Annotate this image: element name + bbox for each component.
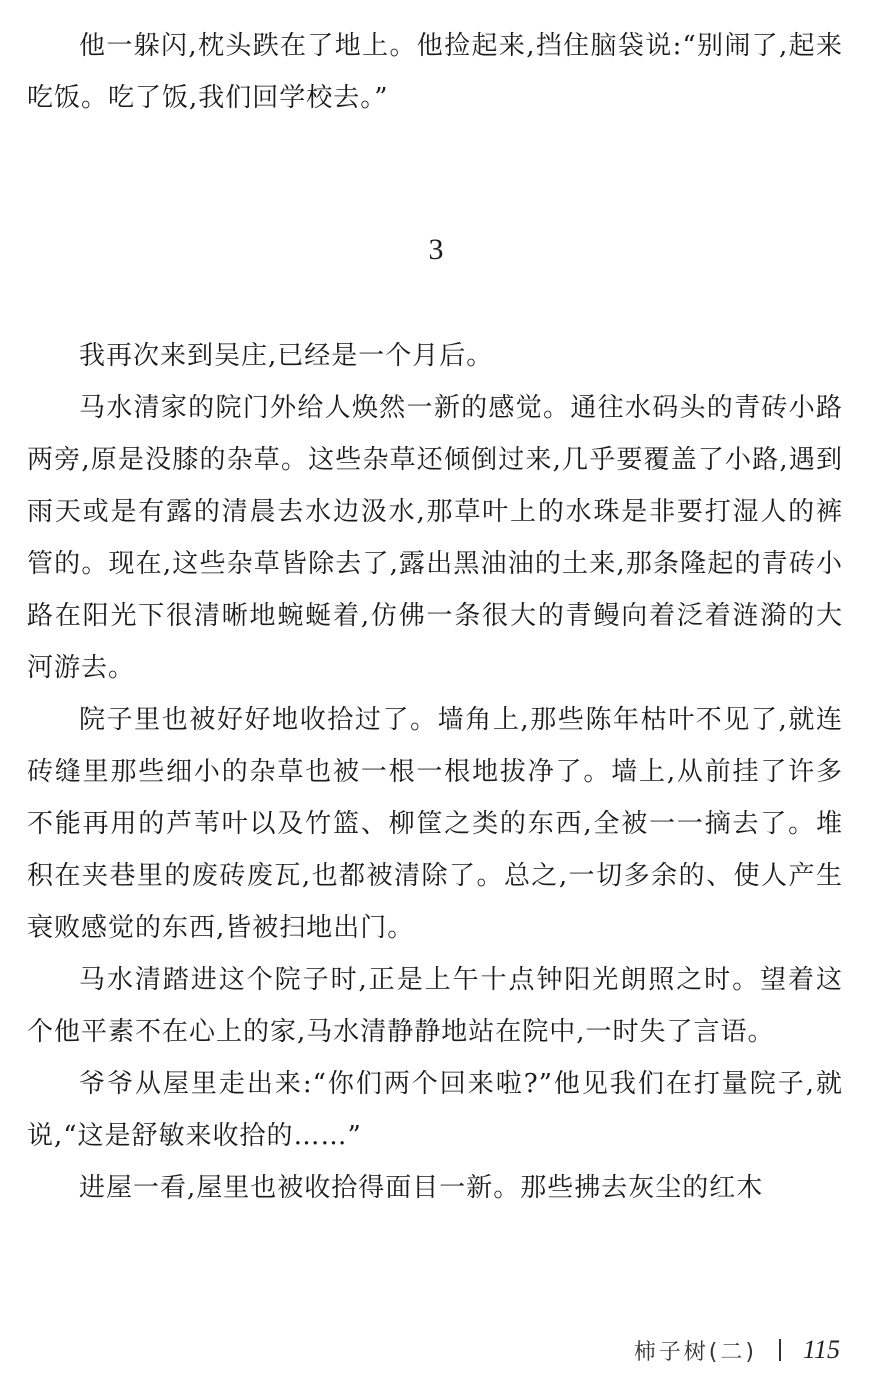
paragraph: 他一躲闪,枕头跌在了地上。他捡起来,挡住脑袋说:“别闹了,起来吃饭。吃了饭,我们回学校去。” (27, 31, 843, 113)
paragraph: 我再次来到吴庄,已经是一个月后。 (79, 341, 494, 371)
running-title: 柿子树(二) (633, 1339, 757, 1365)
top-text-block (27, 20, 843, 124)
page-number: 115 (802, 1335, 840, 1364)
paragraph: 马水清家的院门外给人焕然一新的感觉。通往水码头的青砖小路两旁,原是没膝的杂草。这些杂草还倾倒过来,几乎要覆盖了小路,遇到雨天或是有露的清晨去水边汲水,那草叶上的水珠是非要打湿人的裤管的。现在,这些杂草皆除去了,露出黑油油的土来,那条隆起的青砖小路在阳光下很清晰地蜿蜒着,仿佛一条很大的青鳗向着泛着涟漪的大河游去。 (27, 393, 843, 683)
paragraph: 进屋一看,屋里也被收拾得面目一新。那些拂去灰尘的红木 (79, 1173, 764, 1203)
main-text-block (27, 330, 843, 1214)
footer-divider (779, 1339, 781, 1361)
paragraph: 爷爷从屋里走出来:“你们两个回来啦?”他见我们在打量院子,就说,“这是舒敏来收拾的……” (27, 1069, 843, 1151)
section-number: 3 (428, 233, 444, 266)
paragraph: 马水清踏进这个院子时,正是上午十点钟阳光朗照之时。望着这个他平素不在心上的家,马水清静静地站在院中,一时失了言语。 (27, 965, 843, 1047)
paragraph: 院子里也被好好地收拾过了。墙角上,那些陈年枯叶不见了,就连砖缝里那些细小的杂草也被一根一根地拔净了。墙上,从前挂了许多不能再用的芦苇叶以及竹篮、柳筐之类的东西,全被一一摘去了。堆积在夹巷里的废砖废瓦,也都被清除了。总之,一切多余的、使人产生衰败感觉的东西,皆被扫地出门。 (27, 705, 843, 943)
page-footer (634, 1330, 840, 1370)
